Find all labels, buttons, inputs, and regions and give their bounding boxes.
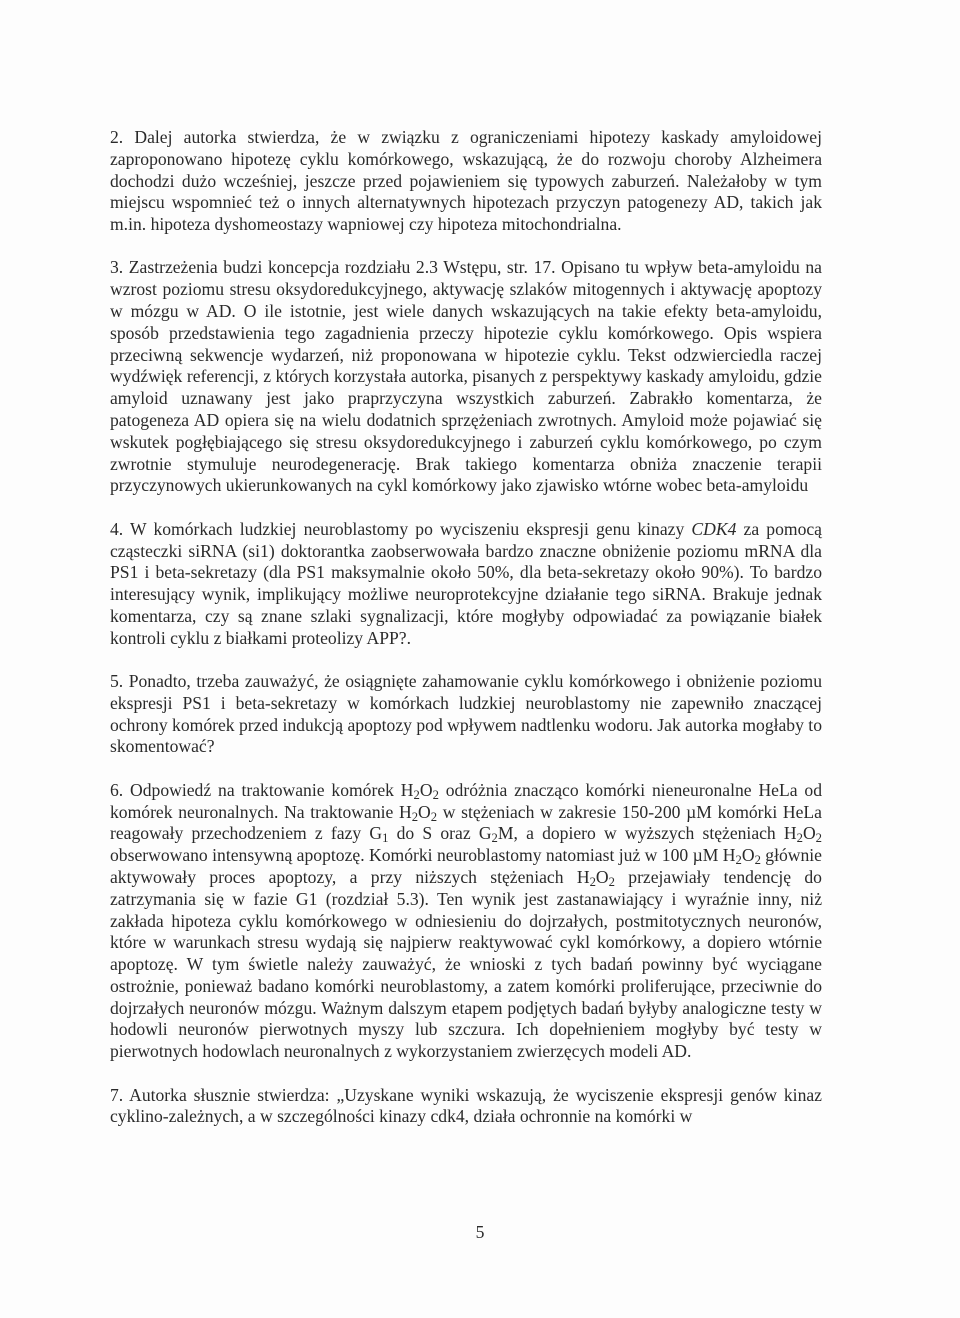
paragraph-6 (110, 780, 822, 1063)
text-run: obserwowano intensywną apoptozę. Komórki neuroblastomy natomiast już w 100 µM H (110, 845, 736, 866)
text-run: O (741, 845, 755, 866)
subscript-text: 2 (796, 831, 803, 846)
page-number: 5 (475, 1222, 485, 1242)
text-run: do S oraz G (388, 823, 492, 844)
text-run: O (595, 866, 609, 887)
text-run: 5. Ponadto, trzeba zauważyć, że osiągnięte zahamowanie cyklu komórkowego i obniżenie poziomu ekspresji PS1 i beta-sekretazy w komórkach ludzkiej neuroblastomy nie zapewniło znaczącej ochrony komórek przed indukcją apoptozy pod wpływem nadtlenku wodoru. Jak autorka mogłaby to skomentować? (110, 671, 822, 757)
text-run: 6. Odpowiedź na traktowanie komórek H (110, 779, 414, 800)
subscript-text: 2 (754, 853, 761, 868)
text-run: M, a dopiero w wyższych stężeniach H (497, 823, 797, 844)
text-run: O (802, 823, 816, 844)
subscript-text: 2 (430, 809, 438, 824)
review-text-body (110, 127, 822, 1150)
text-run: głównie aktywowały proces apoptozy, a przy niższych stężeniach H (110, 845, 822, 887)
subscript-text: 2 (735, 853, 742, 868)
text-run: przejawiały tendencję do zatrzymania się w fazie G1 (rozdział 5.3). Ten wynik jest zastanawiający i wyraźnie inny, niż zakłada hipoteza cyklu komórkowego w odniesieniu do dojrzałych, postmitotycznych neuronów, które w warunkach stresu wydają się najpierw reaktywować cykl komórkowy, a dopiero wtórnie apoptozę. W tym świetle należy zauważyć, że wnioski z tych badań powinny być wyciągane ostrożnie, ponieważ badano komórki neuroblastomy, a zatem komórki proliferujące, przeciwnie do dojrzałych neuronów mózgu. Ważnym dalszym etapem podjętych badań byłyby analogiczne testy w hodowli neuronów pierwotnych myszy lub szczura. Ich dopełnieniem mogłyby być testy w pierwotnych hodowlach neuronalnych z wykorzystaniem zwierzęcych modeli AD. (110, 866, 822, 1062)
paragraph-7 (110, 1085, 822, 1129)
text-run: odróżnia znacząco komórki nieneuronalne HeLa od komórek neuronalnych. Na traktowanie H (110, 779, 822, 822)
text-run: za pomocą cząsteczki siRNA (si1) doktorantka zaobserwowała bardzo znaczne obniżenie poziomu mRNA dla PS1 i beta-sekretazy (dla PS1 maksymalnie około 50%, dla beta-sekretazy około 90%). To bardzo interesujący wynik, implikujący możliwe neuroprotekcyjne działanie tego siRNA. Brakuje jednak komentarza, czy są znane szlaki sygnalizacji, które mogłyby odpowiadać za powiązanie białek kontroli cyklu z białkami proteolizy APP?. (110, 518, 822, 648)
subscript-text: 2 (432, 787, 439, 802)
text-run: O (418, 801, 431, 822)
subscript-text: 2 (411, 809, 419, 824)
text-run: 3. Zastrzeżenia budzi koncepcja rozdziału 2.3 Wstępu, str. 17. Opisano tu wpływ beta-amyloidu na wzrost poziomu stresu oksydoredukcyjnego, aktywację szlaków mitogennych i aktywację apoptozy w mózgu w AD. O ile istotnie, jest wiele danych wskazujących na takie efekty beta-amyloidu, sposób przedstawienia tego zagadnienia przeczy hipotezie cyklu komórkowego. Opis wspiera przeciwną sekwencje wydarzeń, niż proponowana w hipotezie cyklu. Tekst odzwierciedla raczej wydźwięk referencji, z których korzystała autorka, pisanych z perspektywy kaskady amyloidu, gdzie amyloid uznawany jest jako praprzyczyna wszystkich zaburzeń. Zabrakło komentarza, że patogeneza AD opiera się na wielu dodatnich sprzężeniach zwrotnych. Amyloid może pojawiać się wskutek pogłębiającego się stresu oksydoredukcyjnego i zaburzeń cyklu komórkowego, po czym zwrotnie stymuluje neurodegenerację. Brak takiego komentarza obniża znaczenie terapii przyczynowych ukierunkowanych na cykl komórkowy jako zjawisko wtórne wobec beta-amyloidu (110, 257, 822, 496)
subscript-text: 2 (815, 831, 822, 846)
italic-text: CDK4 (691, 518, 737, 539)
text-run: O (419, 779, 433, 800)
subscript-text: 2 (608, 875, 615, 890)
subscript-text: 1 (382, 831, 389, 846)
paragraph-3 (110, 257, 822, 497)
paragraph-2 (110, 127, 822, 236)
paragraph-4 (110, 519, 822, 650)
subscript-text: 2 (589, 875, 596, 890)
subscript-text: 2 (413, 787, 420, 802)
paragraph-5 (110, 671, 822, 758)
text-run: 2. Dalej autorka stwierdza, że w związku z ograniczeniami hipotezy kaskady amyloidowej zaproponowano hipotezę cyklu komórkowego, wskazującą, że do rozwoju choroby Alzheimera dochodzi dużo wcześniej, jeszcze przed pojawieniem się typowych zaburzeń. Należałoby w tym miejscu wspomnieć też o innych alternatywnych hipotezach przyczyn patogenezy AD, takich jak m.in. hipoteza dyshomeostazy wapniowej czy hipoteza mitochondrialna. (110, 127, 822, 235)
text-run: w stężeniach w zakresie 150-200 µM komórki HeLa reagowały przechodzeniem z fazy G (110, 801, 822, 844)
text-run: 4. W komórkach ludzkiej neuroblastomy po wyciszeniu ekspresji genu kinazy (110, 518, 692, 539)
subscript-text: 2 (491, 831, 498, 846)
text-run: 7. Autorka słusznie stwierdza: „Uzyskane wyniki wskazują, że wyciszenie ekspresji genów kinaz cyklino-zależnych, a w szczególności kinazy cdk4, działa ochronnie na komórki w (110, 1084, 822, 1127)
